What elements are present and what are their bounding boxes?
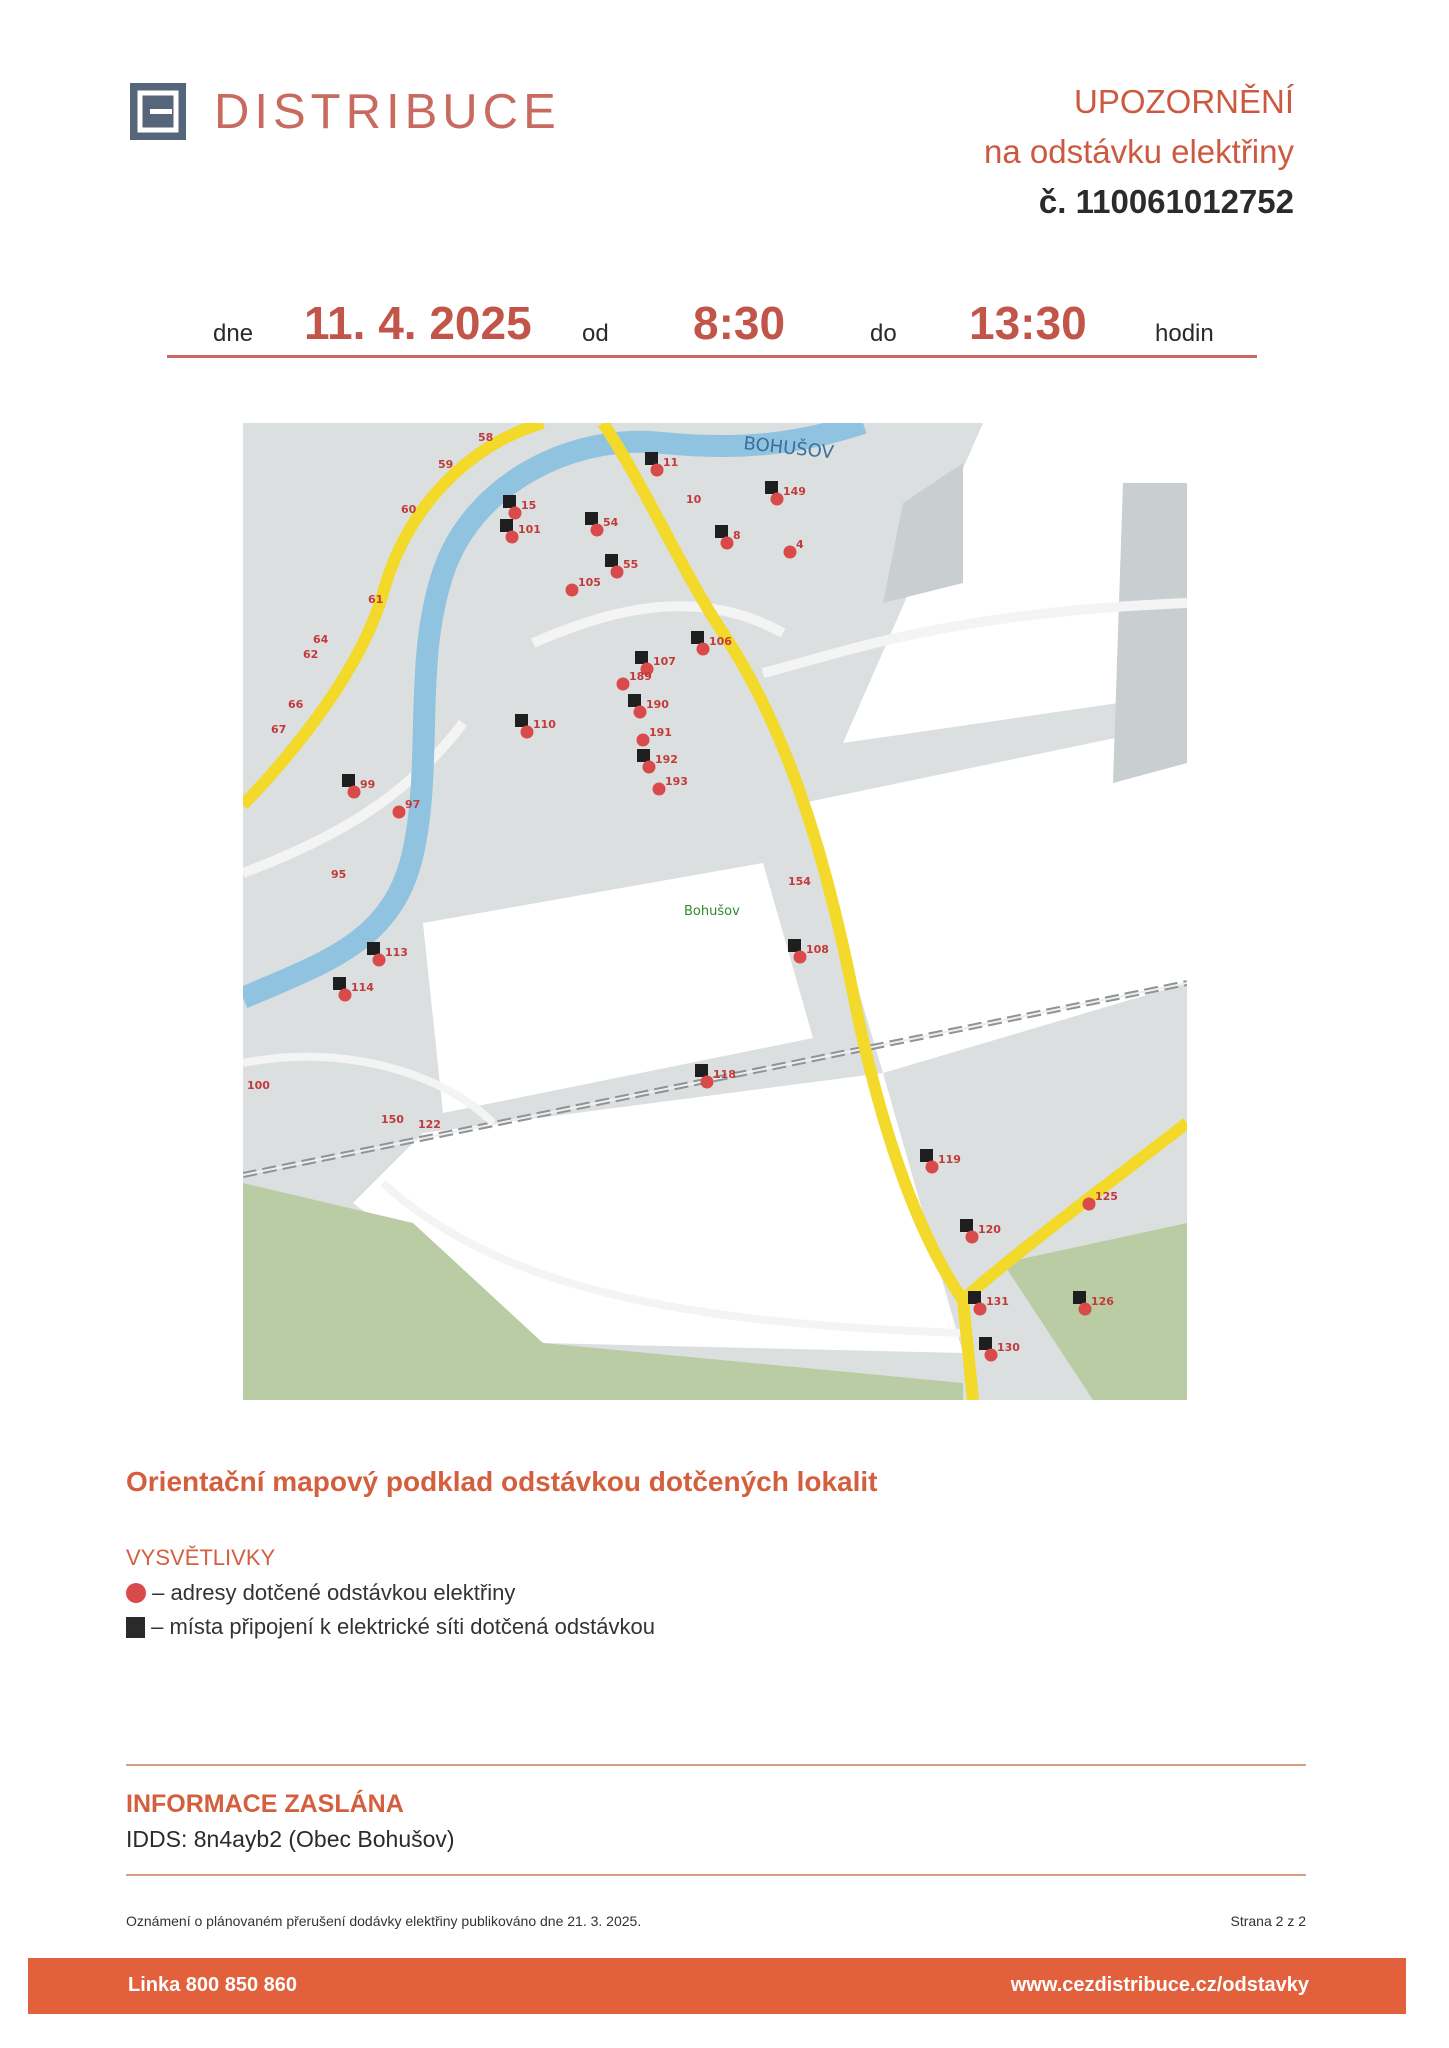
address-number-label: 190 xyxy=(646,698,669,711)
built-area xyxy=(883,463,963,603)
affected-address-marker xyxy=(509,507,522,520)
affected-address-marker xyxy=(794,951,807,964)
affected-address-marker xyxy=(348,786,361,799)
affected-address-marker xyxy=(1079,1303,1092,1316)
notice-number: č. 110061012752 xyxy=(1038,183,1294,220)
river-label: BOHUŠOV xyxy=(742,433,835,464)
legend-item-addresses xyxy=(126,1580,515,1606)
connection-point-marker xyxy=(605,554,618,567)
address-number-label: 114 xyxy=(351,981,374,994)
affected-address-marker xyxy=(701,1076,714,1089)
address-number-label: 60 xyxy=(401,503,417,516)
address-number-label: 95 xyxy=(331,868,347,881)
address-number-label: 125 xyxy=(1095,1190,1118,1203)
affected-address-marker xyxy=(926,1161,939,1174)
affected-address-marker xyxy=(651,464,664,477)
legend-title: VYSVĚTLIVKY xyxy=(126,1545,276,1570)
date-underline xyxy=(167,355,1257,358)
address-number-label: 113 xyxy=(385,946,408,959)
address-number-label: 105 xyxy=(578,576,601,589)
legend-text: – místa připojení k elektrické síti dotčená odstávkou xyxy=(151,1614,655,1639)
affected-address-marker xyxy=(611,566,624,579)
connection-point-marker xyxy=(635,651,648,664)
connection-point-marker xyxy=(515,714,528,727)
affected-address-marker xyxy=(985,1349,998,1362)
connection-point-marker xyxy=(628,694,641,707)
divider xyxy=(126,1764,1306,1766)
affected-address-marker xyxy=(506,531,519,544)
address-number-label: 191 xyxy=(649,726,672,739)
built-area xyxy=(1113,483,1187,783)
affected-address-marker xyxy=(974,1303,987,1316)
address-number-label: 130 xyxy=(997,1341,1020,1354)
affected-address-marker xyxy=(771,493,784,506)
address-number-label: 4 xyxy=(796,538,804,551)
to-time: 13:30 xyxy=(969,297,1087,349)
address-number-label: 61 xyxy=(368,593,384,606)
affected-address-marker xyxy=(653,783,666,796)
from-time: 8:30 xyxy=(693,297,786,349)
outage-date: 11. 4. 2025 xyxy=(304,297,532,349)
hotline: Linka 800 850 860 xyxy=(128,1974,298,1996)
address-number-label: 15 xyxy=(521,499,537,512)
connection-point-marker xyxy=(500,519,513,532)
connection-point-marker xyxy=(960,1219,973,1232)
connection-point-marker xyxy=(968,1291,981,1304)
field-area xyxy=(423,863,813,1113)
address-number-label: 97 xyxy=(405,798,421,811)
address-number-label: 99 xyxy=(360,778,376,791)
logo-text: DISTRIBUCE xyxy=(214,85,561,139)
affected-address-marker xyxy=(697,643,710,656)
black-square-icon xyxy=(126,1617,145,1638)
address-number-label: 55 xyxy=(623,558,639,571)
affected-address-marker xyxy=(643,761,656,774)
connection-point-marker xyxy=(585,512,598,525)
legend-item-connections xyxy=(126,1614,655,1640)
connection-point-marker xyxy=(333,977,346,990)
address-number-label: 10 xyxy=(686,493,702,506)
address-number-label: 62 xyxy=(303,648,319,661)
address-number-label: 106 xyxy=(709,635,732,648)
affected-address-marker xyxy=(637,734,650,747)
address-number-label: 149 xyxy=(783,485,806,498)
affected-address-marker xyxy=(566,584,579,597)
address-number-label: 67 xyxy=(271,723,287,736)
address-number-label: 100 xyxy=(247,1079,270,1092)
address-number-label: 108 xyxy=(806,943,829,956)
connection-point-marker xyxy=(645,452,658,465)
address-number-label: 154 xyxy=(788,875,811,888)
address-number-label: 58 xyxy=(478,431,494,444)
affected-address-marker xyxy=(393,806,406,819)
address-number-label: 189 xyxy=(629,670,652,683)
connection-point-marker xyxy=(979,1337,992,1350)
map-caption: Orientační mapový podklad odstávkou dotčených lokalit xyxy=(126,1466,878,1497)
address-number-label: 118 xyxy=(713,1068,736,1081)
local-road xyxy=(533,606,783,643)
affected-address-marker xyxy=(721,537,734,550)
affected-address-marker xyxy=(1083,1198,1096,1211)
from-label: od xyxy=(582,320,609,347)
map-canvas xyxy=(243,423,1187,1400)
page-number: Strana 2 z 2 xyxy=(1230,1913,1306,1929)
connection-point-marker xyxy=(342,774,355,787)
affected-address-marker xyxy=(784,546,797,559)
address-number-label: 193 xyxy=(665,775,688,788)
address-number-label: 126 xyxy=(1091,1295,1114,1308)
to-label: do xyxy=(870,320,897,347)
address-number-label: 64 xyxy=(313,633,329,646)
notice-title: UPOZORNĚNÍ xyxy=(1073,83,1294,120)
date-label: dne xyxy=(213,320,254,347)
affected-address-marker xyxy=(339,989,352,1002)
village-label: Bohušov xyxy=(684,904,740,919)
address-number-label: 192 xyxy=(655,753,678,766)
connection-point-marker xyxy=(367,942,380,955)
address-number-label: 150 xyxy=(381,1113,404,1126)
address-number-label: 131 xyxy=(986,1295,1009,1308)
address-number-label: 101 xyxy=(518,523,541,536)
connection-point-marker xyxy=(637,749,650,762)
address-number-label: 120 xyxy=(978,1223,1001,1236)
connection-point-marker xyxy=(920,1149,933,1162)
connection-point-marker xyxy=(1073,1291,1086,1304)
affected-address-marker xyxy=(591,524,604,537)
affected-address-marker xyxy=(617,678,630,691)
affected-address-marker xyxy=(966,1231,979,1244)
address-number-label: 11 xyxy=(663,456,679,469)
address-number-label: 54 xyxy=(603,516,619,529)
affected-address-marker xyxy=(521,726,534,739)
address-number-label: 8 xyxy=(733,529,741,542)
legend-text: – adresy dotčené odstávkou elektřiny xyxy=(152,1580,516,1605)
address-number-label: 66 xyxy=(288,698,304,711)
connection-point-marker xyxy=(765,481,778,494)
notice-subtitle: na odstávku elektřiny xyxy=(983,133,1294,170)
affected-address-marker xyxy=(634,706,647,719)
logo-mark xyxy=(130,83,186,140)
connection-point-marker xyxy=(788,939,801,952)
address-number-label: 107 xyxy=(653,655,676,668)
divider xyxy=(126,1874,1306,1876)
address-number-label: 119 xyxy=(938,1153,961,1166)
address-number-label: 59 xyxy=(438,458,454,471)
affected-address-marker xyxy=(373,954,386,967)
connection-point-marker xyxy=(503,495,516,508)
info-value: IDDS: 8n4ayb2 (Obec Bohušov) xyxy=(126,1826,455,1852)
red-dot-icon xyxy=(126,1583,146,1603)
connection-point-marker xyxy=(715,525,728,538)
website-link[interactable]: www.cezdistribuce.cz/odstavky xyxy=(1010,1974,1309,1996)
hours-label: hodin xyxy=(1155,320,1214,347)
info-title: INFORMACE ZASLÁNA xyxy=(126,1790,404,1818)
connection-point-marker xyxy=(695,1064,708,1077)
publication-note: Oznámení o plánovaném přerušení dodávky elektřiny publikováno dne 21. 3. 2025. xyxy=(126,1913,642,1929)
connection-point-marker xyxy=(691,631,704,644)
address-number-label: 110 xyxy=(533,718,556,731)
outage-map xyxy=(243,423,1187,1400)
address-number-label: 122 xyxy=(418,1118,441,1131)
